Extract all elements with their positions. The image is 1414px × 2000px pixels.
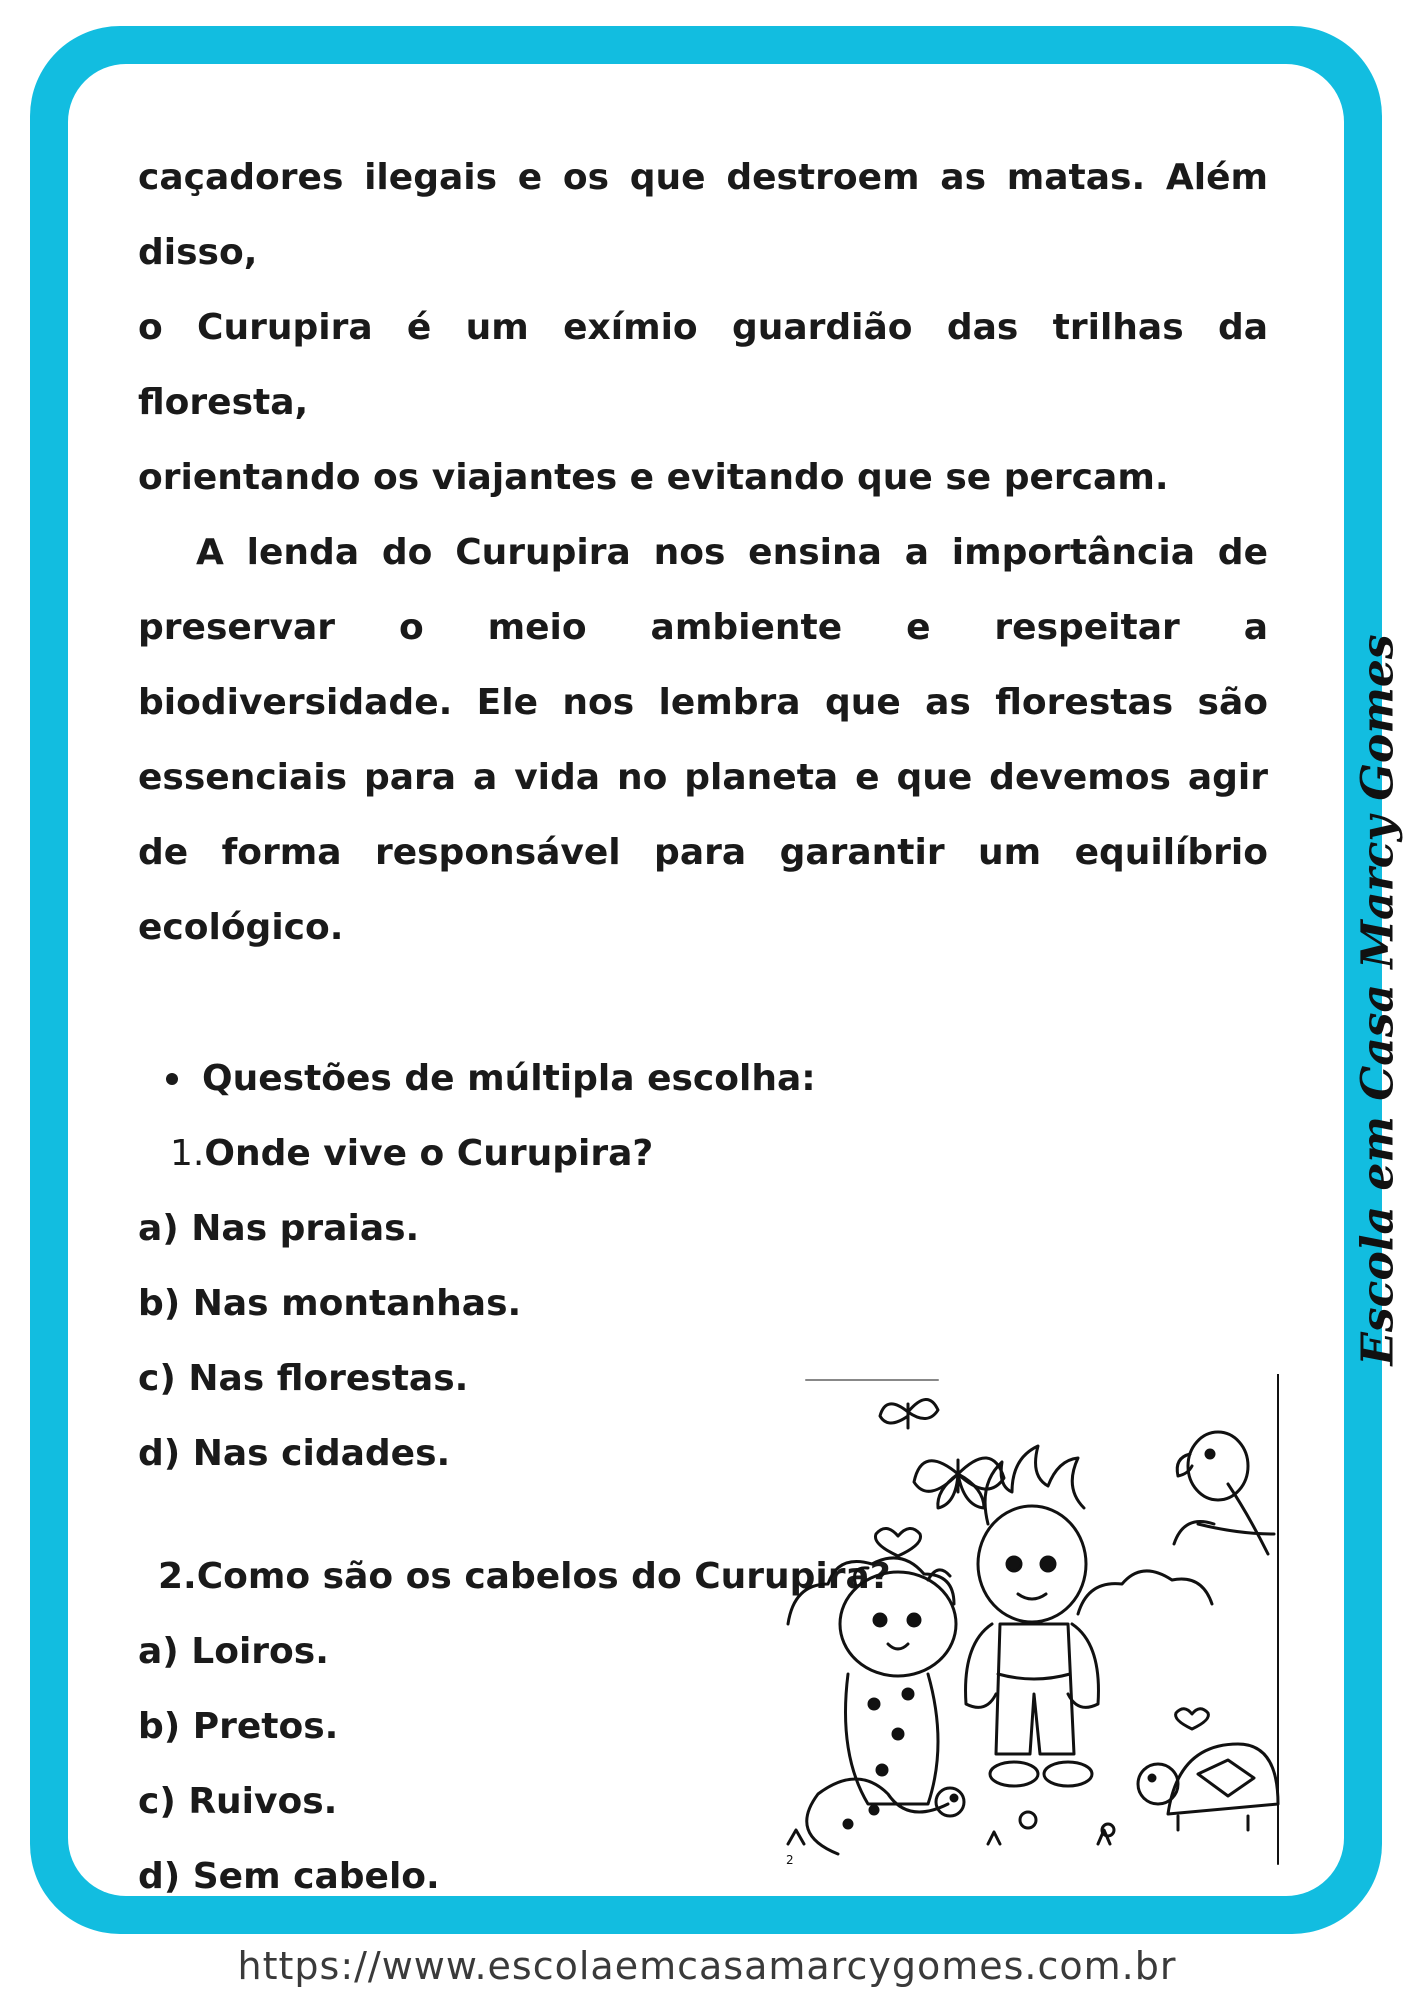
paragraph-1 — [138, 140, 1268, 515]
butterfly-icon — [880, 1399, 938, 1428]
para1-line-2: o Curupira é um exímio guardião das trilhas da floresta, — [138, 307, 1268, 423]
question-2-heading: 2.Como são os cabelos do Curupira? — [158, 1556, 891, 1597]
q2-option-c: c) Ruivos. — [138, 1781, 338, 1822]
butterfly-icon — [914, 1458, 1004, 1508]
jaguar-icon — [840, 1568, 956, 1804]
q2-option-d: d) Sem cabelo. — [138, 1856, 440, 1897]
side-label: Escola em Casa Marcy Gomes — [1352, 634, 1404, 1366]
grass-icon — [788, 1830, 1110, 1844]
footer-url[interactable]: https://www.escolaemcasamarcygomes.com.br — [237, 1944, 1177, 1988]
q2-option-a: a) Loiros. — [138, 1631, 329, 1672]
heart-icon — [875, 1528, 920, 1556]
parrot-icon — [1174, 1432, 1274, 1554]
para1-line-3: orientando os viajantes e evitando que se percam. — [138, 457, 1169, 498]
q1-option-c: c) Nas florestas. — [138, 1358, 469, 1399]
q1-option-d: d) Nas cidades. — [138, 1433, 451, 1474]
bullet-icon — [166, 1073, 178, 1085]
bush-icon — [1078, 1571, 1212, 1614]
curupira-icon — [966, 1446, 1099, 1786]
curupira-illustration — [778, 1374, 1282, 1874]
snake-icon — [807, 1779, 964, 1854]
section-title: Questões de múltipla escolha: — [202, 1058, 816, 1099]
bush-icon — [788, 1558, 954, 1624]
q2-option-b: b) Pretos. — [138, 1706, 339, 1747]
illustration-page-number: 2 — [786, 1853, 794, 1867]
paragraph-2: A lenda do Curupira nos ensina a importância de preservar o meio ambiente e respeitar a biodiversidade. Ele nos lembra que as florestas são essenciais para a vida no planeta e que devemos agir de forma responsável para garantir um equilíbrio ecológico. — [138, 532, 1268, 948]
heart-icon — [1176, 1709, 1209, 1729]
question-1-text: Onde vive o Curupira? — [204, 1133, 654, 1174]
turtle-icon — [1138, 1744, 1278, 1830]
section-heading — [138, 1041, 1268, 1116]
q1-option-b: b) Nas montanhas. — [138, 1283, 522, 1324]
question-1-heading — [138, 1116, 1268, 1191]
q1-option-a: a) Nas praias. — [138, 1208, 420, 1249]
para1-line-1: caçadores ilegais e os que destroem as matas. Além disso, — [138, 157, 1268, 273]
question-1-number: 1. — [170, 1133, 205, 1174]
flower-icon — [1020, 1812, 1036, 1828]
